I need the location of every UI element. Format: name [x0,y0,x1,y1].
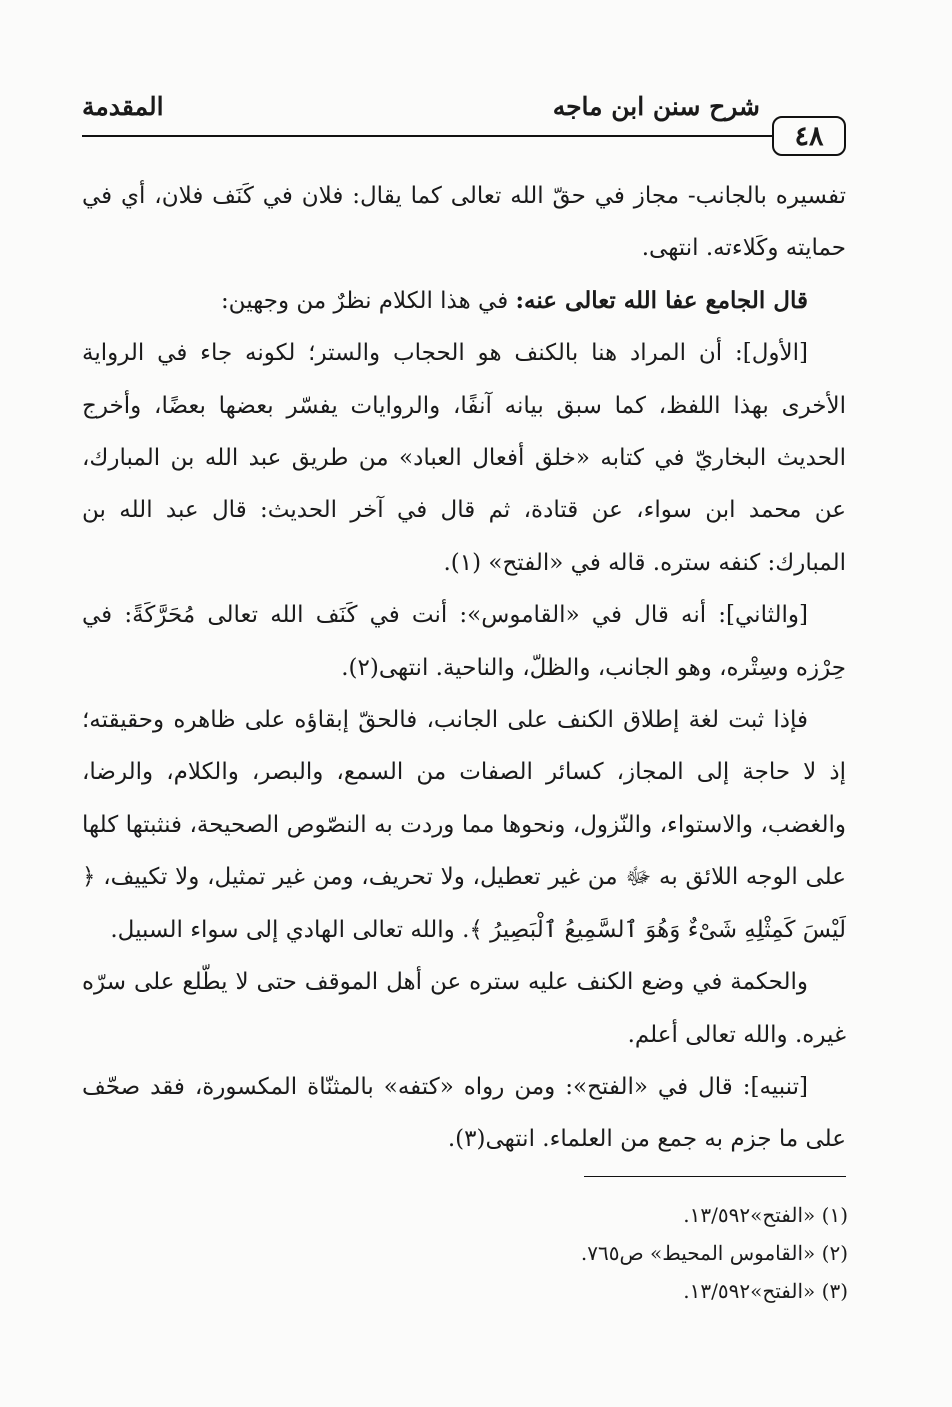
footnote: (٣) «الفتح»١٣/٥٩٢. [683,1279,848,1303]
paragraph [82,275,846,327]
section-title: المقدمة [82,92,164,121]
author-note-label: قال الجامع عفا الله تعالى عنه: [515,286,808,314]
header-rule [82,135,774,137]
paragraph-text: في هذا الكلام نظرٌ من وجهين: [220,287,516,314]
footnote-rule [584,1176,846,1177]
main-text [82,170,846,1166]
paragraph: [الأول]: أن المراد هنا بالكنف هو الحجاب والستر؛ لكونه جاء في الرواية الأخرى بهذا اللفظ، كما سبق بيانه آنفًا، والروايات يفسّر بعضها بعضًا، وأخرج الحديث البخاريّ في كتابه «خلق أفعال العباد» من طريق عبد الله بن المبارك، عن محمد ابن سواء، عن قتادة، ثم قال في آخر الحديث: قال عبد الله بن المبارك: كنفه ستره. قاله في «الفتح» (١). [82,340,846,576]
page-number: ٤٨ [772,116,846,156]
paragraph: [والثاني]: أنه قال في «القاموس»: أنت في كَنَف الله تعالى مُحَرَّكَةً: في حِرْزه وسِتْره، وهو الجانب، والظلّ، والناحية. انتهى(٢). [82,602,846,681]
paragraph: فإذا ثبت لغة إطلاق الكنف على الجانب، فالحقّ إبقاؤه على ظاهره وحقيقته؛ إذ لا حاجة إلى المجاز، كسائر الصفات من السمع، والبصر، والكلام، والرضا، والغضب، والاستواء، والنّزول، ونحوها مما وردت به النصّوص الصحيحة، فنثبتها كلها على الوجه اللائق به ﷻ من غير تعطيل، ولا تحريف، ومن غير تمثيل، ولا تكييف، ﴿ لَيْسَ كَمِثْلِهِ شَىْءٌ وَهُوَ ٱلسَّمِيعُ ٱلْبَصِيرُ ﴾. والله تعالى الهادي إلى سواء السبيل. [82,707,846,943]
footnotes [581,1196,848,1310]
paragraph: تفسيره بالجانب- مجاز في حقّ الله تعالى كما يقال: فلان في كَنَف فلان، أي في حمايته وكَلاءته. انتهى. [82,183,846,262]
paragraph: والحكمة في وضع الكنف عليه ستره عن أهل الموقف حتى لا يطّلع على سرّه غيره. والله تعالى أعلم. [82,969,846,1048]
paragraph: [تنبيه]: قال في «الفتح»: ومن رواه «كتفه» بالمثنّاة المكسورة، فقد صحّف على ما جزم به جمع من العلماء. انتهى(٣). [82,1073,846,1153]
book-title: شرح سنن ابن ماجه [552,92,760,121]
footnote: (١) «الفتح»١٣/٥٩٢. [683,1203,848,1227]
footnote: (٢) «القاموس المحيط» ص٧٦٥. [580,1241,848,1265]
